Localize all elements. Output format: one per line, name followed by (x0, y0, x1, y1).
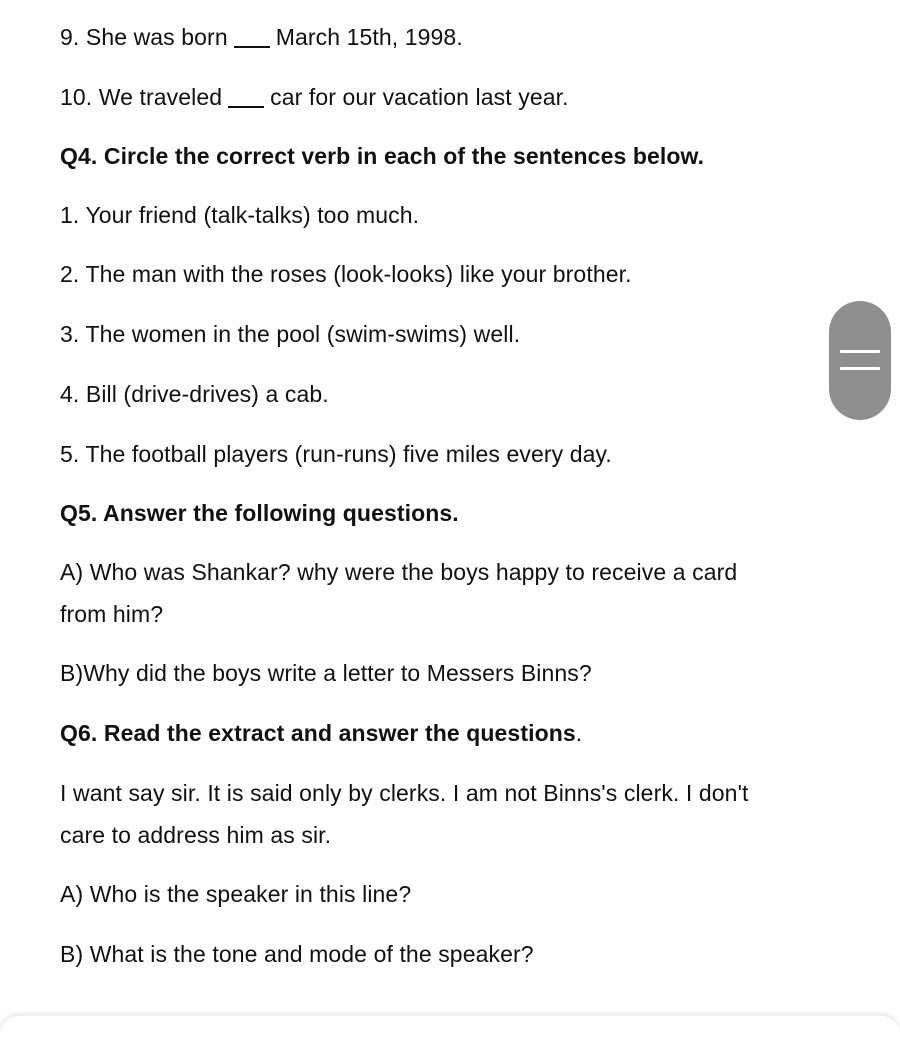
fill-in-blank (228, 106, 264, 108)
q6-heading-text: Q6. Read the extract and answer the questions (60, 720, 576, 746)
q3-item-9 (60, 22, 463, 52)
q4-heading: Q4. Circle the correct verb in each of the sentences below. (60, 143, 705, 169)
q6-heading-period: . (575, 720, 583, 746)
q5-question-a-line1: A) Who was Shankar? why were the boys happy to receive a card (60, 559, 738, 585)
q5-heading: Q5. Answer the following questions. (60, 500, 459, 526)
q6-heading (60, 718, 582, 748)
q5-question-a-line2: from him? (60, 601, 164, 627)
q6-extract-line2: care to address him as sir. (60, 822, 332, 848)
q3-item-10-before: 10. We traveled (60, 84, 223, 110)
q4-item-5: 5. The football players (run-runs) five miles every day. (60, 441, 612, 467)
fill-in-blank (234, 46, 270, 48)
q4-item-2: 2. The man with the roses (look-looks) like your brother. (60, 261, 632, 287)
q5-question-b: B)Why did the boys write a letter to Messers Binns? (60, 660, 592, 686)
q4-item-3: 3. The women in the pool (swim-swims) well. (60, 321, 521, 347)
q3-item-10-after: car for our vacation last year. (270, 84, 569, 110)
q3-item-10 (60, 82, 569, 112)
q6-question-a: A) Who is the speaker in this line? (60, 881, 412, 907)
q6-extract-line1: I want say sir. It is said only by clerks. I am not Binns's clerk. I don't (60, 780, 749, 806)
q4-item-4: 4. Bill (drive-drives) a cab. (60, 381, 329, 407)
scroll-handle[interactable] (829, 301, 891, 420)
q3-item-9-before: 9. She was born (60, 24, 228, 50)
q3-item-9-after: March 15th, 1998. (275, 24, 463, 50)
bottom-sheet (0, 1016, 900, 1046)
q6-question-b: B) What is the tone and mode of the speaker? (60, 941, 534, 967)
q4-item-1: 1. Your friend (talk-talks) too much. (60, 202, 420, 228)
